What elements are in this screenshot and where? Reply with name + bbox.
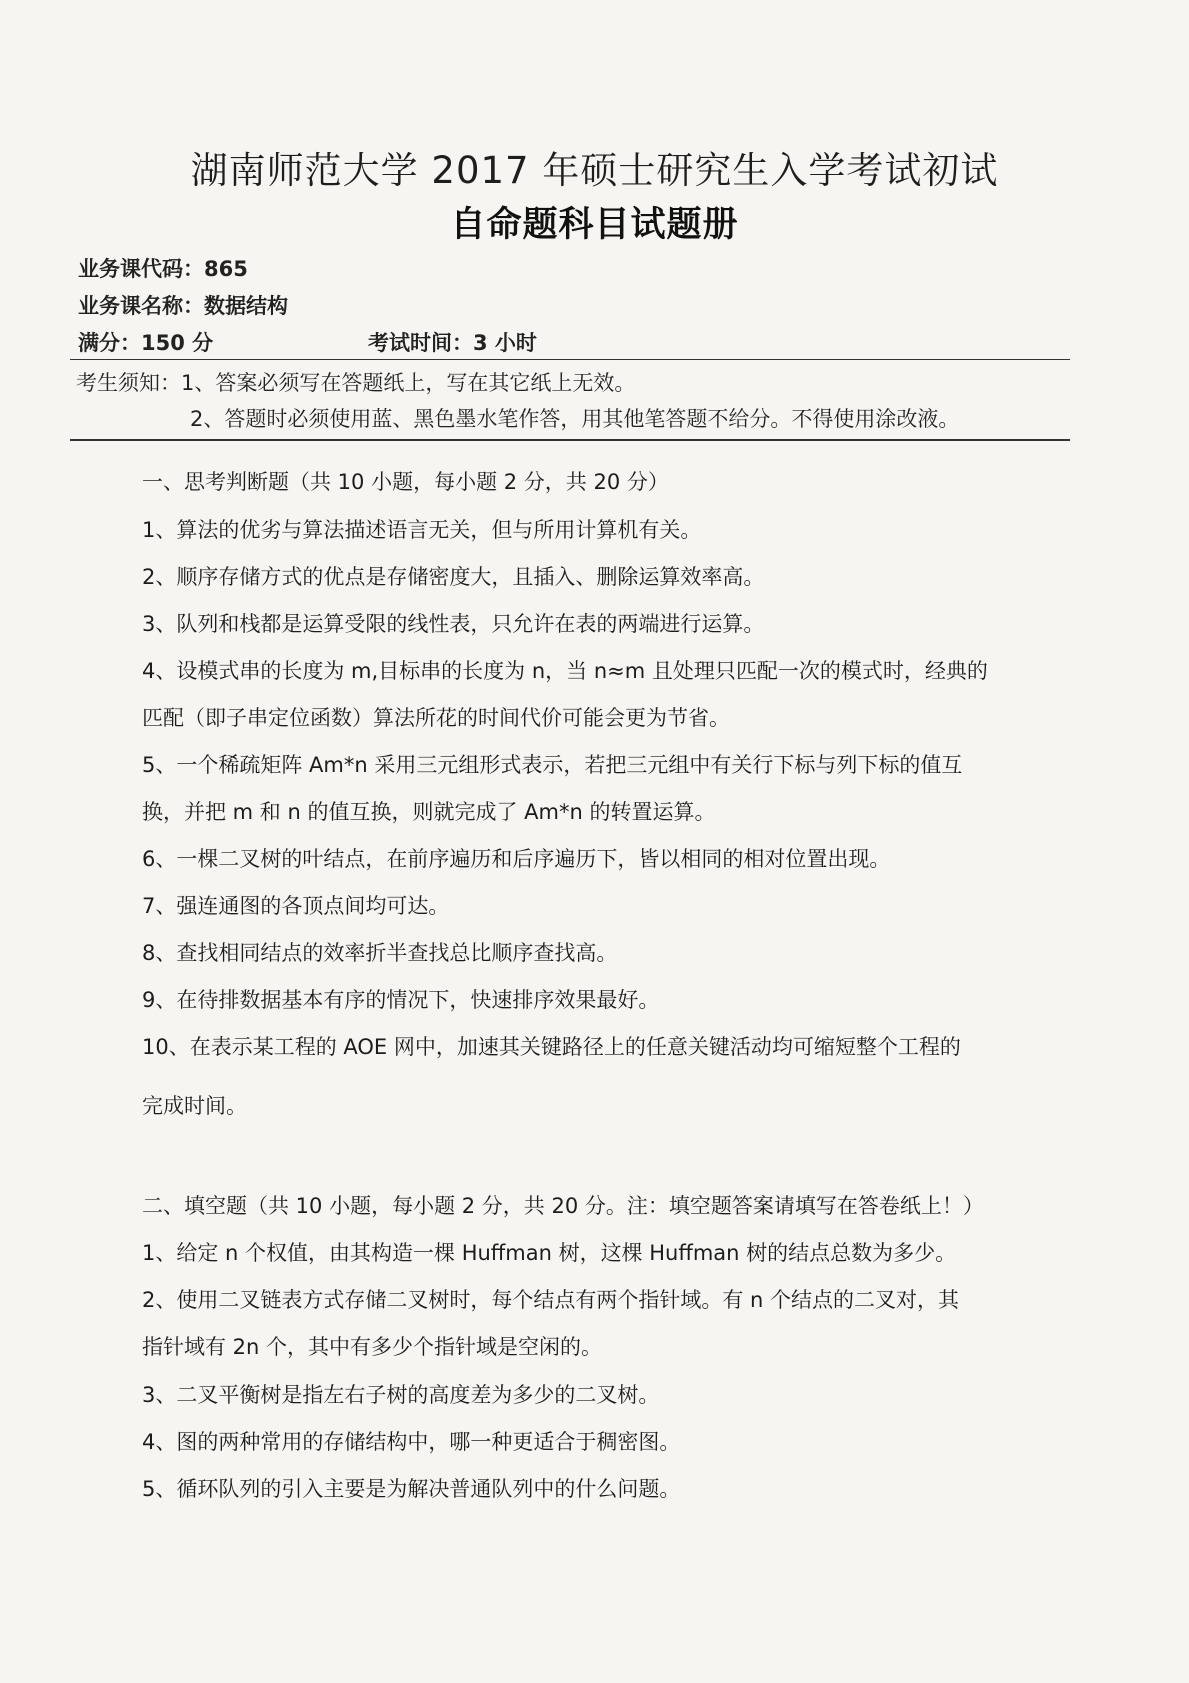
section1-q8: 8、查找相同结点的效率折半查找总比顺序查找高。 [142,941,618,965]
notice-line-2: 2、答题时必须使用蓝、黑色墨水笔作答，用其他笔答题不给分。不得使用涂改液。 [190,407,960,431]
section1-q4-line1: 4、设模式串的长度为 m,目标串的长度为 n，当 n≈m 且处理只匹配一次的模式时，经典的 [142,659,988,683]
section2-q2-line1: 2、使用二叉链表方式存储二叉树时，每个结点有两个指针域。有 n 个结点的二叉对，其 [142,1288,960,1312]
section2-q4: 4、图的两种常用的存储结构中，哪一种更适合于稠密图。 [142,1430,681,1454]
section1-q9: 9、在待排数据基本有序的情况下，快速排序效果最好。 [142,988,660,1012]
section1-q6: 6、一棵二叉树的叶结点，在前序遍历和后序遍历下，皆以相同的相对位置出现。 [142,847,891,871]
section1-q10-line1: 10、在表示某工程的 AOE 网中，加速其关键路径上的任意关键活动均可缩短整个工程的 [142,1035,961,1059]
section1-q4-line2: 匹配（即子串定位函数）算法所花的时间代价可能会更为节省。 [142,706,730,730]
section1-q5-line1: 5、一个稀疏矩阵 Am*n 采用三元组形式表示，若把三元组中有关行下标与列下标的值互 [142,753,963,777]
exam-subtitle: 自命题科目试题册 [450,205,739,245]
section1-q10-line2: 完成时间。 [142,1094,247,1118]
section1-heading: 一、思考判断题（共 10 小题，每小题 2 分，共 20 分） [142,470,669,494]
section2-q2-line2: 指针域有 2n 个，其中有多少个指针域是空闲的。 [142,1335,603,1359]
section2-q1: 1、给定 n 个权值，由其构造一棵 Huffman 树，这棵 Huffman 树的结点总数为多少。 [142,1241,957,1265]
section2-heading: 二、填空题（共 10 小题，每小题 2 分，共 20 分。注：填空题答案请填写在答卷纸上！） [142,1194,984,1218]
exam-time: 考试时间：3 小时 [368,331,537,355]
section1-q7: 7、强连通图的各顶点间均可达。 [142,894,450,918]
top-divider [70,359,1070,360]
section2-q5: 5、循环队列的引入主要是为解决普通队列中的什么问题。 [142,1477,681,1501]
section2-q3: 3、二叉平衡树是指左右子树的高度差为多少的二叉树。 [142,1383,660,1407]
section1-q1: 1、算法的优劣与算法描述语言无关，但与所用计算机有关。 [142,518,702,542]
exam-title: 湖南师范大学 2017 年硕士研究生入学考试初试 [190,149,999,192]
course-name: 业务课名称：数据结构 [78,294,288,318]
notice-line-1: 考生须知：1、答案必须写在答题纸上，写在其它纸上无效。 [76,371,636,395]
bottom-divider [70,439,1070,441]
section1-q5-line2: 换，并把 m 和 n 的值互换，则就完成了 Am*n 的转置运算。 [142,800,716,824]
full-score: 满分：150 分 [78,331,214,355]
section1-q3: 3、队列和栈都是运算受限的线性表，只允许在表的两端进行运算。 [142,612,765,636]
section1-q2: 2、顺序存储方式的优点是存储密度大，且插入、删除运算效率高。 [142,565,765,589]
course-code: 业务课代码：865 [78,257,248,281]
